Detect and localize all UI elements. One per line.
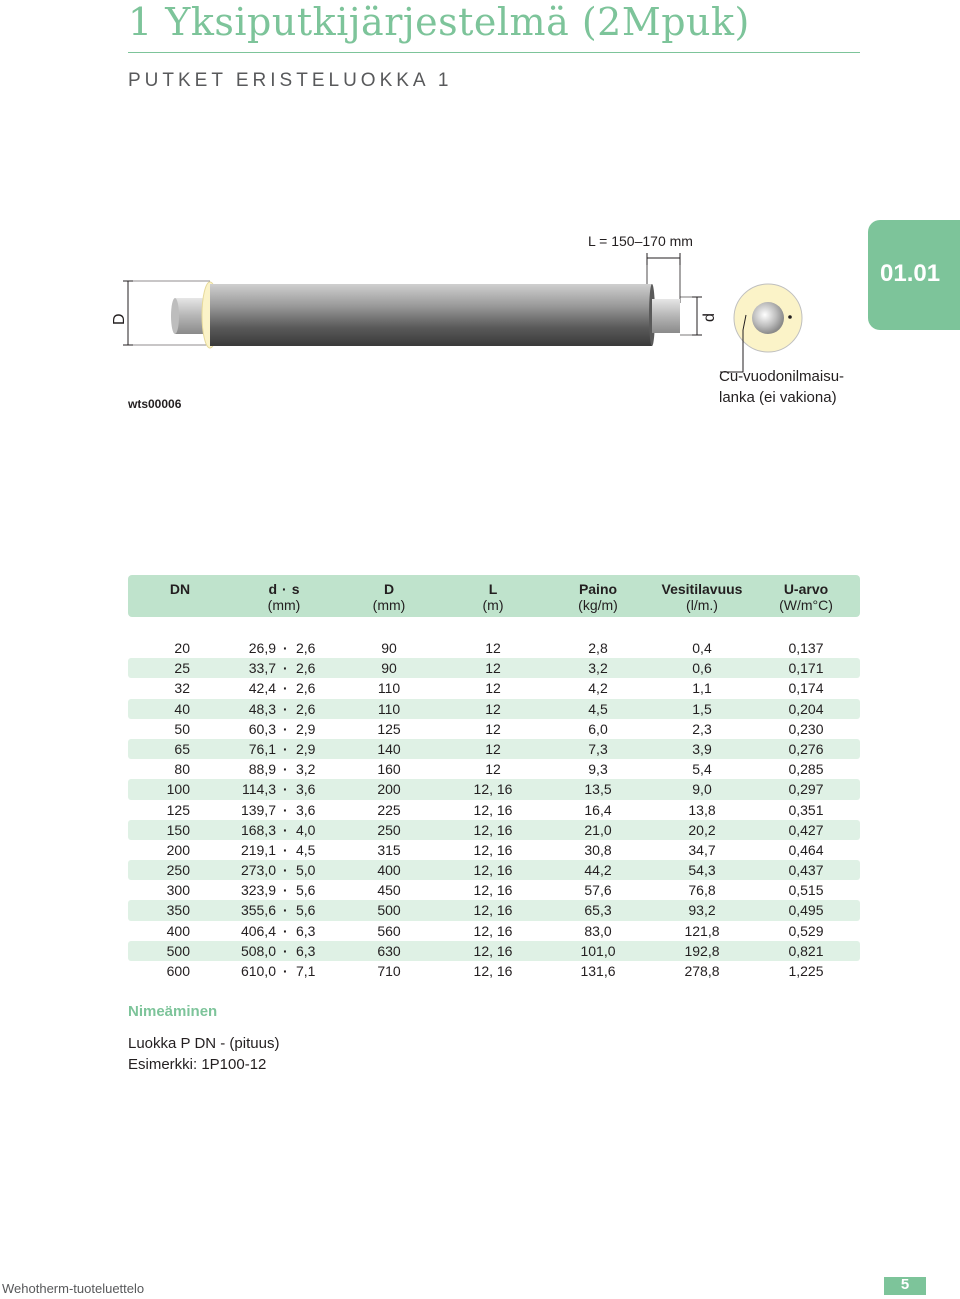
header-dn: DN <box>169 581 191 597</box>
page-subtitle: PUTKET ERISTELUOKKA 1 <box>128 70 453 91</box>
cell-L: 12, 16 <box>473 821 513 838</box>
cell-u-arvo: 0,515 <box>788 882 824 899</box>
table-row <box>128 779 860 799</box>
cell-vesitilavuus: 0,6 <box>692 660 712 677</box>
cell-vesitilavuus: 2,3 <box>692 720 712 737</box>
cell-separator-dot: · <box>283 922 288 939</box>
cell-vesitilavuus: 13,8 <box>688 801 716 818</box>
cell-separator-dot: · <box>283 862 288 879</box>
cell-vesitilavuus: 278,8 <box>684 963 720 979</box>
catalog-name: Wehotherm-tuoteluettelo <box>2 1281 145 1296</box>
cell-s: 6,3 <box>296 942 316 959</box>
table-row <box>128 860 860 880</box>
table-row <box>128 820 860 840</box>
cell-D: 125 <box>377 720 401 737</box>
cell-s: 6,3 <box>296 922 316 939</box>
cell-separator-dot: · <box>283 720 288 737</box>
cell-separator-dot: · <box>283 700 288 717</box>
inner-diameter-label: d <box>701 313 718 322</box>
cell-u-arvo: 0,137 <box>788 640 824 656</box>
cell-L: 12, 16 <box>473 801 513 818</box>
cell-s: 3,6 <box>296 801 316 818</box>
callout-line-1: Cu-vuodonilmaisu- <box>719 368 845 385</box>
cell-L: 12, 16 <box>473 781 513 798</box>
header-D: D (mm) <box>372 581 406 613</box>
cell-paino: 30,8 <box>584 841 612 858</box>
leak-wire-callout <box>719 366 844 408</box>
cell-paino: 44,2 <box>584 862 612 879</box>
cell-paino: 16,4 <box>584 801 612 818</box>
cell-vesitilavuus: 121,8 <box>684 922 720 939</box>
header-u-arvo: U-arvo (W/m°C) <box>779 581 833 613</box>
cell-u-arvo: 0,437 <box>788 862 824 879</box>
cell-L: 12, 16 <box>473 862 513 879</box>
cell-d: 88,9 <box>248 761 276 778</box>
cell-d: 323,9 <box>240 882 276 899</box>
table-header <box>128 575 860 617</box>
cell-separator-dot: · <box>283 640 288 656</box>
cell-d: 48,3 <box>248 700 276 717</box>
cell-separator-dot: · <box>283 801 288 818</box>
cell-D: 160 <box>377 761 401 778</box>
cell-paino: 83,0 <box>584 922 612 939</box>
cell-vesitilavuus: 76,8 <box>688 882 716 899</box>
cell-u-arvo: 1,225 <box>788 963 824 979</box>
cell-dn: 200 <box>166 841 190 858</box>
cell-L: 12, 16 <box>473 902 513 919</box>
cell-separator-dot: · <box>283 660 288 677</box>
cell-s: 2,9 <box>296 720 316 737</box>
cell-L: 12, 16 <box>473 942 513 959</box>
cell-s: 2,6 <box>296 700 316 717</box>
cell-dn: 65 <box>174 740 190 757</box>
page-title: 1 Yksiputkijärjestelmä (2Mpuk) <box>128 0 750 44</box>
cell-u-arvo: 0,171 <box>788 660 824 677</box>
cell-d: 406,4 <box>240 922 276 939</box>
cell-L: 12 <box>485 740 501 757</box>
cell-paino: 4,2 <box>588 680 608 697</box>
cell-vesitilavuus: 20,2 <box>688 821 716 838</box>
cell-L: 12, 16 <box>473 882 513 899</box>
cell-separator-dot: · <box>283 781 288 798</box>
cell-u-arvo: 0,529 <box>788 922 824 939</box>
table-row <box>128 961 860 981</box>
cell-L: 12 <box>485 761 501 778</box>
cell-s: 2,6 <box>296 640 316 656</box>
cell-vesitilavuus: 1,5 <box>692 700 712 717</box>
cell-D: 110 <box>377 700 401 717</box>
cell-dn: 40 <box>174 700 190 717</box>
cell-d: 60,3 <box>248 720 276 737</box>
table-row <box>128 941 860 961</box>
header-L: L (m) <box>482 581 504 613</box>
outer-diameter-label: D <box>111 313 128 325</box>
cell-separator-dot: · <box>283 902 288 919</box>
page-number: 5 <box>900 1276 910 1293</box>
cell-paino: 57,6 <box>584 882 612 899</box>
cell-paino: 2,8 <box>588 640 608 656</box>
cell-s: 2,6 <box>296 680 316 697</box>
table-row <box>128 880 860 900</box>
cell-dn: 32 <box>174 680 190 697</box>
cell-u-arvo: 0,427 <box>788 821 824 838</box>
cell-dn: 25 <box>174 660 190 677</box>
cell-separator-dot: · <box>283 882 288 899</box>
cell-L: 12 <box>485 720 501 737</box>
cell-d: 355,6 <box>240 902 276 919</box>
header-paino: Paino (kg/m) <box>578 581 618 613</box>
cell-d: 76,1 <box>248 740 276 757</box>
cell-s: 7,1 <box>296 963 316 979</box>
cell-L: 12 <box>485 680 501 697</box>
naming-heading: Nimeäminen <box>128 1003 218 1020</box>
cell-separator-dot: · <box>283 761 288 778</box>
cell-paino: 7,3 <box>588 740 608 757</box>
table-row <box>128 900 860 920</box>
cell-s: 2,9 <box>296 740 316 757</box>
cell-D: 400 <box>377 862 401 879</box>
cell-L: 12, 16 <box>473 963 513 979</box>
cell-paino: 13,5 <box>584 781 612 798</box>
cell-dn: 50 <box>174 720 190 737</box>
cell-d: 508,0 <box>240 942 276 959</box>
cell-D: 450 <box>377 882 401 899</box>
cell-vesitilavuus: 9,0 <box>692 781 712 798</box>
table-row <box>128 699 860 719</box>
cell-D: 200 <box>377 781 401 798</box>
cell-dn: 350 <box>166 902 190 919</box>
cell-L: 12 <box>485 700 501 717</box>
title-divider <box>128 52 860 53</box>
cell-u-arvo: 0,495 <box>788 902 824 919</box>
cell-dn: 20 <box>174 640 190 656</box>
naming-rule: Luokka P DN - (pituus) <box>128 1035 280 1052</box>
table-row <box>128 719 860 739</box>
cell-D: 560 <box>377 922 401 939</box>
cell-s: 4,5 <box>296 841 316 858</box>
cell-u-arvo: 0,174 <box>788 680 824 697</box>
cell-D: 710 <box>377 963 401 979</box>
header-vesitilavuus: Vesitilavuus (l/m.) <box>661 581 743 613</box>
cell-u-arvo: 0,230 <box>788 720 824 737</box>
cell-L: 12 <box>485 640 501 656</box>
cell-u-arvo: 0,276 <box>788 740 824 757</box>
drawing-code: wts00006 <box>128 397 182 411</box>
cell-paino: 65,3 <box>584 902 612 919</box>
cell-u-arvo: 0,351 <box>788 801 824 818</box>
table-row <box>128 840 860 860</box>
cell-u-arvo: 0,821 <box>788 942 824 959</box>
cell-dn: 600 <box>166 963 190 979</box>
table-body <box>128 638 860 981</box>
cell-D: 225 <box>377 801 401 818</box>
cell-d: 26,9 <box>248 640 276 656</box>
cell-vesitilavuus: 0,4 <box>692 640 712 656</box>
cell-dn: 150 <box>166 821 190 838</box>
cell-D: 110 <box>377 680 401 697</box>
cell-s: 5,0 <box>296 862 316 879</box>
cell-dn: 100 <box>166 781 190 798</box>
cell-separator-dot: · <box>283 821 288 838</box>
table-row <box>128 800 860 820</box>
table-row <box>128 739 860 759</box>
naming-example: Esimerkki: 1P100-12 <box>128 1056 267 1073</box>
length-label: L = 150–170 mm <box>588 233 693 249</box>
cell-L: 12, 16 <box>473 922 513 939</box>
cell-s: 2,6 <box>296 660 316 677</box>
cell-L: 12, 16 <box>473 841 513 858</box>
cell-D: 90 <box>381 640 397 656</box>
cell-dn: 125 <box>166 801 190 818</box>
cell-dn: 400 <box>166 922 190 939</box>
cell-separator-dot: · <box>283 841 288 858</box>
cell-vesitilavuus: 3,9 <box>692 740 712 757</box>
cell-d: 42,4 <box>248 680 276 697</box>
table-row <box>128 678 860 698</box>
cell-dn: 500 <box>166 942 190 959</box>
table-row <box>128 658 860 678</box>
section-tab-label: 01.01 <box>880 260 941 287</box>
cell-separator-dot: · <box>283 963 288 979</box>
cell-s: 4,0 <box>296 821 316 838</box>
cell-vesitilavuus: 5,4 <box>692 761 712 778</box>
cell-D: 630 <box>377 942 401 959</box>
cell-u-arvo: 0,285 <box>788 761 824 778</box>
cell-s: 5,6 <box>296 882 316 899</box>
callout-line-2: lanka (ei vakiona) <box>719 389 837 406</box>
cell-D: 315 <box>377 841 401 858</box>
cell-d: 139,7 <box>240 801 276 818</box>
cell-paino: 3,2 <box>588 660 608 677</box>
cell-dn: 80 <box>174 761 190 778</box>
table-row <box>128 638 860 658</box>
cell-s: 3,2 <box>296 761 316 778</box>
table-row <box>128 921 860 941</box>
cell-u-arvo: 0,204 <box>788 700 824 717</box>
cell-vesitilavuus: 34,7 <box>688 841 716 858</box>
cell-s: 3,6 <box>296 781 316 798</box>
cell-D: 140 <box>377 740 401 757</box>
cell-d: 610,0 <box>240 963 276 979</box>
cell-paino: 9,3 <box>588 761 608 778</box>
cell-L: 12 <box>485 660 501 677</box>
cell-D: 500 <box>377 902 401 919</box>
cell-paino: 101,0 <box>580 942 616 959</box>
header-d-s: d · s (mm) <box>267 581 301 613</box>
cell-paino: 4,5 <box>588 700 608 717</box>
cell-vesitilavuus: 93,2 <box>688 902 716 919</box>
cell-d: 219,1 <box>240 841 276 858</box>
cell-d: 168,3 <box>240 821 276 838</box>
cell-dn: 300 <box>166 882 190 899</box>
cell-D: 250 <box>377 821 401 838</box>
cell-D: 90 <box>381 660 397 677</box>
cell-s: 5,6 <box>296 902 316 919</box>
cell-d: 33,7 <box>248 660 276 677</box>
cell-vesitilavuus: 54,3 <box>688 862 716 879</box>
cell-u-arvo: 0,464 <box>788 841 824 858</box>
cell-paino: 6,0 <box>588 720 608 737</box>
cell-vesitilavuus: 1,1 <box>692 680 712 697</box>
cell-d: 273,0 <box>240 862 276 879</box>
cell-u-arvo: 0,297 <box>788 781 824 798</box>
cell-d: 114,3 <box>242 781 276 798</box>
cell-vesitilavuus: 192,8 <box>684 942 720 959</box>
cell-separator-dot: · <box>283 740 288 757</box>
cell-separator-dot: · <box>283 680 288 697</box>
cell-paino: 131,6 <box>580 963 616 979</box>
cell-separator-dot: · <box>283 942 288 959</box>
cell-paino: 21,0 <box>584 821 612 838</box>
table-row <box>128 759 860 779</box>
cell-dn: 250 <box>166 862 190 879</box>
